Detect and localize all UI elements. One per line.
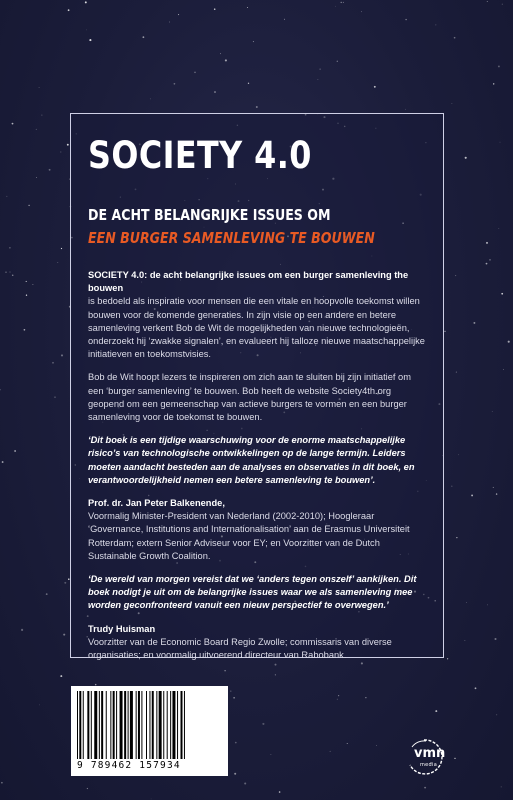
star [85,1,87,3]
barcode-bar [138,691,140,759]
barcode-bar [113,691,115,759]
star [465,640,466,641]
star [61,248,62,249]
star [337,61,338,62]
endorsement-author-1 [88,497,426,563]
author-1-name: Prof. dr. Jan Peter Balkenende, [88,498,225,509]
endorsement-author-2 [88,623,426,663]
star [174,83,176,85]
star [503,369,504,370]
star [225,59,227,61]
blurb-paragraph-2: Bob de Wit hoopt lezers te inspireren om zich aan te sluiten bij zijn initiatief om een ‘burger samenleving’ te bouwen. Bob heeft de website Society4th.org geopend om een gemeenschap van actieve burgers te vormen en een burger samenleving voor de toekomst te bouwen. [88,372,411,423]
star [279,791,281,793]
barcode-bar [110,691,111,759]
star [178,14,179,15]
star [54,396,55,397]
star [220,53,221,54]
publisher-logo-subtext: media [420,762,438,768]
blurb-lead: SOCIETY 4.0: de acht belangrijke issues om een burger samenleving the bouwen [88,270,409,294]
endorsement-quote-1: ‘Dit boek is een tijdige waarschuwing voor de enorme maatschappelijke risico’s van technologische ontwikkelingen op de lange termijn. Leiders moeten aandacht besteden aan de analyses en observaties in dit boek, en verantwoordelijkheid nemen een betere samenleving te bouwen’. [88,435,415,485]
star [489,259,490,260]
star [150,99,151,100]
publisher-logo-text: vmn [414,746,446,761]
star [28,205,29,206]
barcode-bar [87,691,89,759]
star [275,674,276,675]
author-1-description: Voormalig Minister-President van Nederland (2002-2010); Hoogleraar ‘Governance, Institutions and Internationalisation’ aan de Erasmus Universiteit Rotterdam; extern Senior Adviseur voor EY; en Voorzitter van de Dutch Sustainable Growth Coalition. [88,511,410,561]
star [39,705,40,706]
star [486,242,488,244]
star [501,293,503,295]
star [447,658,448,659]
barcode-bar [83,691,84,759]
barcode-bar [101,691,103,759]
barcode-bar [99,691,100,759]
star [52,362,54,364]
star [271,754,272,755]
star [247,7,248,8]
barcode-bar [167,691,168,759]
star [496,493,497,494]
star [86,30,87,31]
star [343,2,344,3]
star [2,461,4,463]
barcode-bar [156,691,157,759]
star [500,142,501,143]
star [458,454,459,455]
star [21,629,23,631]
star [435,710,437,712]
barcode-bar [124,691,126,759]
star [465,157,467,159]
blurb [88,269,426,672]
star [233,697,235,699]
star [5,271,7,273]
star [471,494,473,496]
star [214,8,216,10]
star [214,91,216,93]
star [451,486,452,487]
star [61,354,63,356]
barcode-bar [170,691,171,759]
star [151,799,152,800]
star [493,83,494,84]
barcode-bar [79,691,81,759]
star [498,228,499,229]
star [26,281,27,282]
star [338,695,339,696]
star [455,275,456,276]
star [318,79,319,80]
star [64,582,66,584]
star [405,109,406,110]
barcode-bar [152,691,154,759]
star [67,144,69,146]
star [235,742,237,744]
star [68,9,70,11]
isbn-barcode [71,686,228,776]
star [487,1,488,2]
star [0,389,1,390]
star [14,450,16,452]
star [26,295,27,296]
star [41,115,42,116]
star [444,331,445,332]
subtitle-line-1: DE ACHT BELANGRIJKE ISSUES OM [88,206,331,224]
barcode-bar [163,691,164,759]
star [337,699,338,700]
endorsement-quote-2: ‘De wereld van morgen vereist dat we ‘anders tegen onszelf’ aankijken. Dit boek nodigt je uit om de belangrijke issues waar we als samenleving mee worden geconfronteerd vanuit een nieuw perspectief te overwegen.’ [88,574,417,611]
author-2-name: Trudy Huisman [88,623,156,634]
star [60,151,61,152]
barcode-bar [159,691,162,759]
barcode-bar [128,691,129,759]
star [57,262,58,263]
star [456,372,457,373]
star [248,83,249,84]
star [39,87,40,88]
star [436,25,437,26]
star [194,72,195,73]
star [361,11,362,12]
star [374,86,376,88]
star [244,782,246,784]
star [10,272,11,273]
star [365,697,366,698]
blurb-paragraph-1 [88,269,426,361]
star [424,787,426,789]
barcode-bar [181,691,183,759]
star [7,196,8,197]
star [87,788,88,789]
star [319,68,320,69]
text-panel [70,113,444,661]
barcode-bar [94,691,97,759]
star [32,284,33,285]
star [1,782,3,784]
barcode-bar [141,691,142,759]
subtitle-line-2: EEN BURGER SAMENLEVING TE BOUWEN [88,229,375,247]
star [492,411,493,412]
star [475,687,477,689]
star [452,103,453,104]
barcode-bar [91,691,92,759]
star [341,2,342,3]
star [335,6,336,7]
star [487,605,488,606]
barcode-bar [136,691,137,759]
star [46,593,48,595]
star [376,745,377,746]
star [473,322,475,324]
star [49,169,51,171]
star [36,177,37,178]
barcode-bar [77,691,78,759]
star [502,4,503,5]
star [284,19,285,20]
barcode-bar [116,691,117,759]
barcode-bars [77,691,222,759]
barcode-bar [146,691,147,759]
star [496,714,497,715]
star [454,37,456,39]
star [454,758,455,759]
star [63,634,65,636]
barcode-bar [172,691,175,759]
barcode-bar [106,691,107,759]
star [486,263,488,265]
star [9,247,11,249]
star [256,106,258,108]
star [456,537,457,538]
star [234,773,236,775]
book-title: SOCIETY 4.0 [88,134,312,177]
barcode-bar [177,691,178,759]
isbn-number: 9 789462 157934 [77,760,181,771]
star [330,751,331,752]
star [12,275,14,277]
star [24,329,26,331]
barcode-bar [149,691,150,759]
star [89,39,91,41]
star [508,341,510,343]
star [466,602,467,603]
star [498,65,500,67]
star [405,19,406,20]
blurb-paragraph-1-text: is bedoeld als inspiratie voor mensen die een vitale en hoopvolle toekomst willen bouwen voor de komende generaties. In zijn visie op een andere en betere samenleving verkent Bob de Wit de mogelijkheden van nieuwe technologieën, onderzoekt hij ‘zwakke signalen’, en evalueert hij talloze nieuwe maatschappelijke initiatieven en toekomstvisies. [88,296,425,360]
star [347,743,348,744]
author-2-description: Voorzitter van de Economic Board Regio Zwolle; commissaris van diverse organisaties; en voormalig uitvoerend directeur van Rabobank. [88,636,392,661]
star [253,41,254,42]
barcode-bar [130,691,133,759]
barcode-bar [184,691,185,759]
barcode-bar [120,691,123,759]
star [36,129,37,130]
star [493,487,494,488]
star [169,22,170,23]
star [142,36,144,38]
star [230,690,231,691]
star [494,638,496,640]
star [501,786,502,787]
star [60,675,62,677]
star [262,723,264,725]
star [12,123,14,125]
